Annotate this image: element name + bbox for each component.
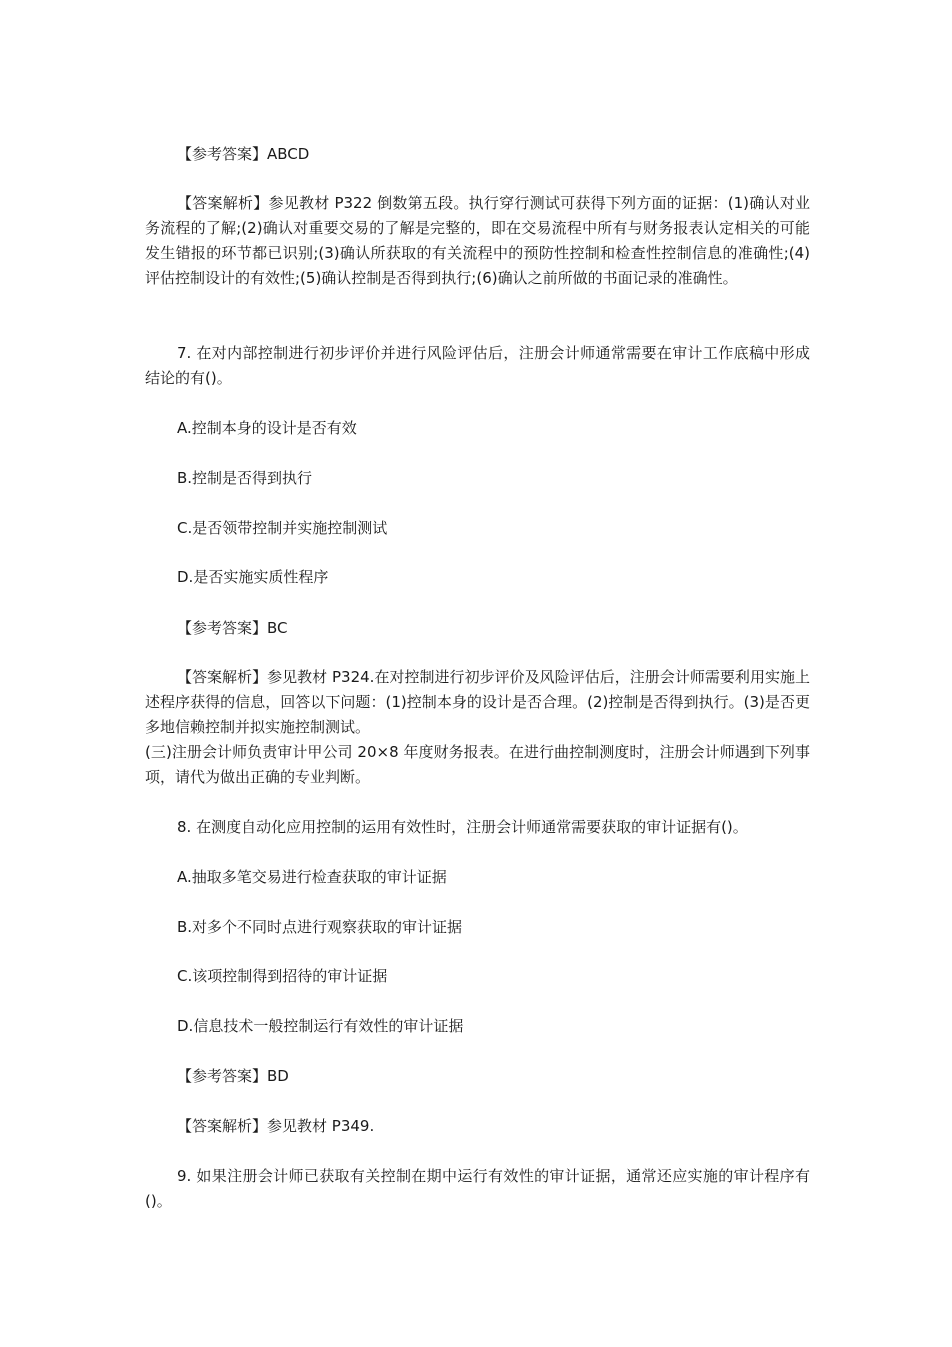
- reference-answer-8: 【参考答案】BD: [177, 1067, 289, 1085]
- answer-analysis-7: 【答案解析】参见教材 P324.在对控制进行初步评价及风险评估后，注册会计师需要利用实施上述程序获得的信息，回答以下问题：(1)控制本身的设计是否合理。(2)控制是否得到执行。(3)是否更多地信赖控制并拟实施控制测试。: [145, 668, 810, 736]
- reference-answer-7: 【参考答案】BC: [177, 619, 288, 637]
- answer-analysis-6: 【答案解析】参见教材 P322 倒数第五段。执行穿行测试可获得下列方面的证据：(1)确认对业务流程的了解;(2)确认对重要交易的了解是完整的，即在交易流程中所有与财务报表认定相关的可能发生错报的环节都已识别;(3)确认所获取的有关流程中的预防性控制和检查性控制信息的准确性;(4)评估控制设计的有效性;(5)确认控制是否得到执行;(6)确认之前所做的书面记录的准确性。: [145, 194, 810, 287]
- answer-analysis-8: 【答案解析】参见教材 P349.: [177, 1117, 375, 1135]
- question-9: 9. 如果注册会计师已获取有关控制在期中运行有效性的审计证据，通常还应实施的审计程序有()。: [145, 1167, 810, 1210]
- question-8-option-b: B.对多个不同时点进行观察获取的审计证据: [177, 918, 463, 936]
- question-8-option-c: C.该项控制得到招待的审计证据: [177, 967, 388, 985]
- question-7-option-c: C.是否领带控制并实施控制测试: [177, 519, 388, 537]
- question-7-option-b: B.控制是否得到执行: [177, 469, 313, 487]
- question-7-option-d: D.是否实施实质性程序: [177, 568, 329, 586]
- question-8-option-a: A.抽取多笔交易进行检查获取的审计证据: [177, 868, 447, 886]
- reference-answer-6: 【参考答案】ABCD: [177, 145, 310, 163]
- question-7: 7. 在对内部控制进行初步评价并进行风险评估后，注册会计师通常需要在审计工作底稿中形成结论的有()。: [145, 344, 810, 387]
- question-7-option-a: A.控制本身的设计是否有效: [177, 419, 357, 437]
- section-three-intro: (三)注册会计师负责审计甲公司 20×8 年度财务报表。在进行曲控制测度时，注册会计师遇到下列事项，请代为做出正确的专业判断。: [145, 743, 810, 786]
- question-8-option-d: D.信息技术一般控制运行有效性的审计证据: [177, 1017, 464, 1035]
- question-8: 8. 在测度自动化应用控制的运用有效性时，注册会计师通常需要获取的审计证据有()。: [177, 818, 748, 836]
